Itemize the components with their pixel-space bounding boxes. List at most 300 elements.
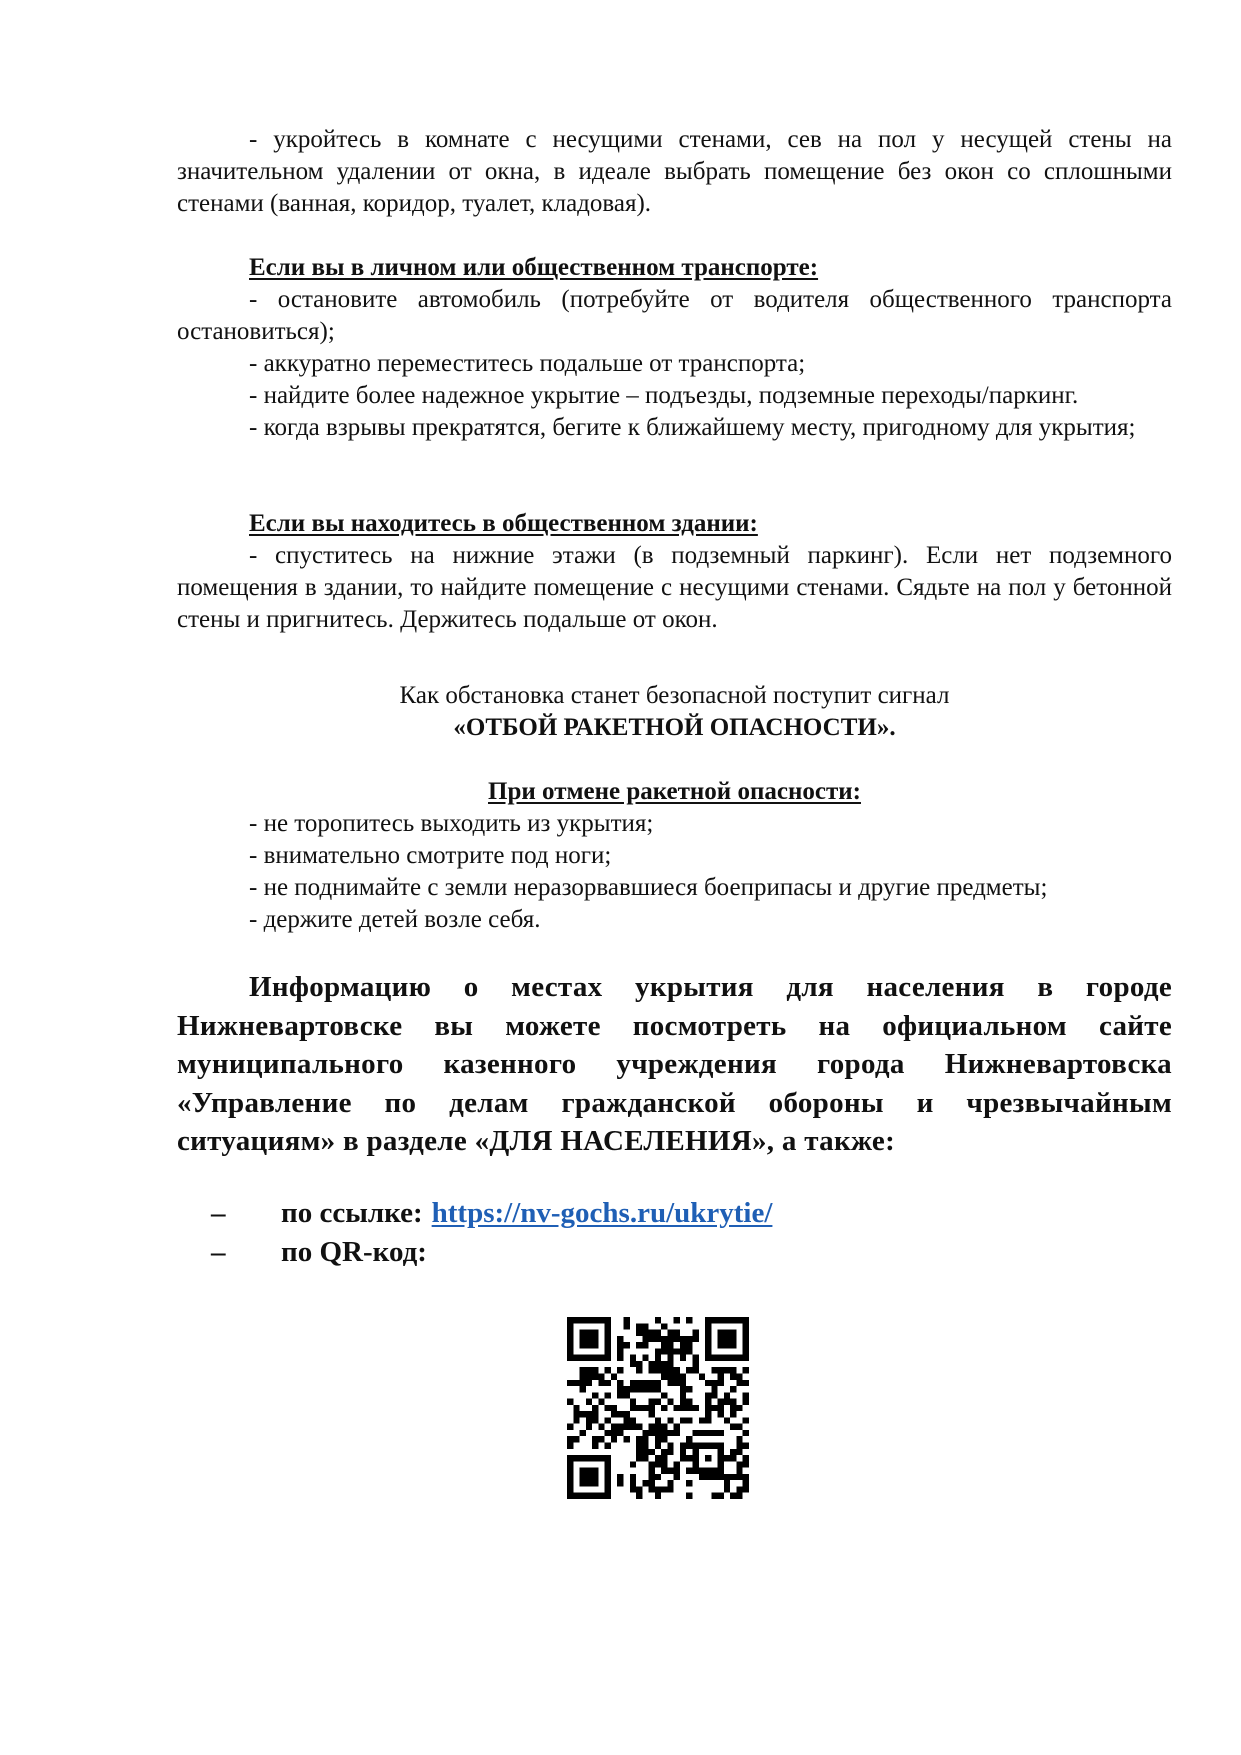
qr-module [661,1486,667,1492]
qr-module [649,1386,655,1392]
qr-module [693,1449,699,1455]
qr-module [718,1399,724,1405]
qr-module [724,1367,730,1373]
qr-module [605,1461,611,1467]
qr-module [661,1461,667,1467]
qr-module [705,1417,711,1423]
qr-module [567,1317,573,1323]
qr-module [567,1480,573,1486]
qr-module [736,1449,742,1455]
qr-module [743,1455,749,1461]
qr-module [580,1493,586,1499]
building-heading: Если вы находитесь в общественном здании: [249,510,758,537]
qr-module [718,1405,724,1411]
qr-module [730,1317,736,1323]
qr-module [636,1493,642,1499]
qr-module [655,1430,661,1436]
qr-module [636,1342,642,1348]
qr-module [592,1342,598,1348]
qr-module [661,1405,667,1411]
qr-module [630,1417,636,1423]
qr-module [667,1373,673,1379]
qr-module [724,1355,730,1361]
qr-module [724,1342,730,1348]
qr-module [655,1461,661,1467]
qr-module [586,1373,592,1379]
qr-module [693,1468,699,1474]
qr-module [667,1443,673,1449]
qr-module [636,1361,642,1367]
qr-module [592,1373,598,1379]
qr-module [580,1480,586,1486]
qr-module [718,1317,724,1323]
qr-module [718,1373,724,1379]
qr-module [705,1355,711,1361]
qr-module [655,1355,661,1361]
qr-module [630,1474,636,1480]
qr-module [680,1386,686,1392]
qr-module [611,1405,617,1411]
qr-module [649,1430,655,1436]
qr-module [743,1317,749,1323]
qr-module [674,1348,680,1354]
cancel-item-3: - не поднимайте с земли неразорвавшиеся боеприпасы и другие предметы; [249,874,1048,901]
qr-module [573,1355,579,1361]
qr-module [736,1443,742,1449]
qr-module [730,1399,736,1405]
qr-module [592,1405,598,1411]
qr-module [605,1323,611,1329]
qr-module [623,1411,629,1417]
info-block [177,968,1172,1161]
qr-module [674,1468,680,1474]
qr-module [617,1336,623,1342]
qr-module [693,1330,699,1336]
qr-module [649,1367,655,1373]
qr-module [642,1386,648,1392]
qr-module [730,1330,736,1336]
qr-module [686,1386,692,1392]
qr-module [592,1468,598,1474]
qr-module [605,1348,611,1354]
qr-module [718,1330,724,1336]
qr-module [667,1399,673,1405]
qr-module [711,1405,717,1411]
qr-module [623,1424,629,1430]
qr-module [730,1411,736,1417]
qr-module [580,1386,586,1392]
bullet-dash: – [211,1236,226,1268]
qr-module [661,1430,667,1436]
qr-module [661,1342,667,1348]
qr-module [617,1342,623,1348]
qr-module [674,1373,680,1379]
qr-module [580,1455,586,1461]
qr-module [649,1380,655,1386]
qr-module [705,1411,711,1417]
qr-module [649,1474,655,1480]
qr-module [711,1386,717,1392]
qr-module [693,1443,699,1449]
qr-module [567,1355,573,1361]
qr-module [680,1455,686,1461]
qr-module [592,1336,598,1342]
qr-module [605,1342,611,1348]
qr-module [605,1336,611,1342]
qr-module [655,1474,661,1480]
qr-module [686,1436,692,1442]
qr-module [655,1330,661,1336]
qr-module [743,1480,749,1486]
qr-module [667,1449,673,1455]
qr-module [573,1436,579,1442]
qr-module [649,1411,655,1417]
qr-module [592,1392,598,1398]
qr-module [743,1380,749,1386]
qr-module [630,1380,636,1386]
qr-module [736,1493,742,1499]
qr-module [680,1355,686,1361]
qr-module [630,1461,636,1467]
qr-module [705,1336,711,1342]
qr-module [598,1493,604,1499]
qr-module [705,1342,711,1348]
qr-module [743,1430,749,1436]
qr-module [573,1380,579,1386]
qr-module [699,1417,705,1423]
qr-module [705,1323,711,1329]
qr-module [743,1367,749,1373]
qr-module [598,1399,604,1405]
qr-module [674,1330,680,1336]
qr-module [736,1468,742,1474]
qr-module [686,1342,692,1348]
qr-module [674,1430,680,1436]
qr-module [567,1342,573,1348]
qr-module [730,1424,736,1430]
qr-module [605,1486,611,1492]
qr-module [680,1405,686,1411]
qr-module [636,1330,642,1336]
qr-module [743,1342,749,1348]
qr-module [686,1336,692,1342]
qr-module [623,1436,629,1442]
qr-module [693,1461,699,1467]
qr-module [598,1436,604,1442]
qr-module [699,1474,705,1480]
qr-module [617,1380,623,1386]
qr-module [580,1330,586,1336]
qr-module [686,1455,692,1461]
qr-module [636,1405,642,1411]
qr-module [642,1330,648,1336]
qr-module [718,1342,724,1348]
qr-module [586,1399,592,1405]
qr-module [655,1348,661,1354]
qr-module [711,1355,717,1361]
building-section [177,508,1172,636]
qr-module [598,1424,604,1430]
link-label: по ссылке: [281,1197,423,1229]
qr-module [736,1474,742,1480]
qr-module [605,1455,611,1461]
qr-module [586,1355,592,1361]
qr-label: по QR-код: [281,1236,427,1268]
qr-module [705,1380,711,1386]
signal-name: «ОТБОЙ РАКЕТНОЙ ОПАСНОСТИ». [453,714,896,741]
qr-module [743,1399,749,1405]
qr-module [586,1342,592,1348]
qr-module [736,1373,742,1379]
qr-module [743,1336,749,1342]
qr-module [705,1348,711,1354]
qr-module [630,1480,636,1486]
qr-module [642,1323,648,1329]
qr-module [586,1336,592,1342]
qr-module [655,1317,661,1323]
qr-module [630,1386,636,1392]
signal-line: Как обстановка станет безопасной поступит сигнал [399,682,950,709]
qr-module [649,1424,655,1430]
qr-module [636,1449,642,1455]
qr-module [680,1336,686,1342]
qr-module [567,1399,573,1405]
qr-module [711,1392,717,1398]
qr-module [693,1361,699,1367]
transport-item-3: - найдите более надежное укрытие – подъезды, подземные переходы/паркинг. [249,382,1079,409]
qr-module [567,1468,573,1474]
qr-module [724,1486,730,1492]
qr-module [667,1486,673,1492]
qr-module [693,1455,699,1461]
qr-module [705,1455,711,1461]
qr-module [573,1405,579,1411]
qr-module [580,1367,586,1373]
qr-module [580,1317,586,1323]
qr-module [617,1355,623,1361]
qr-module [724,1317,730,1323]
qr-module [605,1355,611,1361]
qr-module [567,1455,573,1461]
qr-module [598,1373,604,1379]
qr-module [674,1405,680,1411]
qr-module [630,1486,636,1492]
qr-module [686,1468,692,1474]
qr-module [592,1417,598,1423]
qr-module [736,1355,742,1361]
qr-module [592,1317,598,1323]
qr-module [680,1373,686,1379]
qr-module [686,1480,692,1486]
qr-module [617,1367,623,1373]
qr-module [617,1480,623,1486]
qr-module [667,1336,673,1342]
qr-module [686,1417,692,1423]
qr-module [617,1424,623,1430]
qr-module [605,1330,611,1336]
qr-module [743,1443,749,1449]
qr-module [724,1474,730,1480]
qr-module [649,1405,655,1411]
qr-module [655,1455,661,1461]
qr-module [724,1455,730,1461]
qr-module [718,1443,724,1449]
qr-module [711,1493,717,1499]
qr-module [649,1399,655,1405]
qr-module [567,1330,573,1336]
qr-module [617,1348,623,1354]
qr-module [636,1443,642,1449]
qr-module [667,1430,673,1436]
link-bullet [177,1194,1172,1233]
qr-module [686,1348,692,1354]
qr-module [655,1336,661,1342]
shelter-link[interactable]: https://nv-gochs.ru/ukrytie/ [431,1197,773,1229]
qr-module [730,1449,736,1455]
cancel-heading: При отмене ракетной опасности: [488,778,861,805]
qr-module [699,1468,705,1474]
intro-paragraph: - укройтесь в комнате с несущими стенами, сев на пол у несущей стены на значительном удалении от окна, в идеале выбрать помещение без окон со сплошными стенами (ванная, коридор, туалет, кладовая). [177,126,1172,217]
qr-module [667,1367,673,1373]
qr-module [736,1436,742,1442]
qr-module [661,1449,667,1455]
qr-module [649,1336,655,1342]
qr-module [592,1355,598,1361]
qr-module [630,1361,636,1367]
qr-module [567,1348,573,1354]
info-text: Информацию о местах укрытия для населения в городе Нижневартовске вы можете посмотреть на официальном сайте муниципального казенного учреждения города Нижневартовска «Управление по делам гражданской обороны и чрезвычайным ситуациям» в разделе «ДЛЯ НАСЕЛЕНИЯ», а также: [177,971,1172,1157]
qr-module [611,1424,617,1430]
qr-module [605,1480,611,1486]
qr-module [730,1342,736,1348]
qr-module [567,1486,573,1492]
building-text: - спуститесь на нижние этажи (в подземный паркинг). Если нет подземного помещения в здании, то найдите помещение с несущими стенами. Сядьте на пол у бетонной стены и пригнитесь. Держитесь подальше от окон. [177,542,1172,633]
qr-module [724,1336,730,1342]
qr-module [598,1317,604,1323]
qr-module [743,1323,749,1329]
qr-module [567,1380,573,1386]
signal-block [177,680,1172,744]
qr-module [724,1399,730,1405]
qr-module [743,1474,749,1480]
qr-module [642,1336,648,1342]
qr-module [661,1348,667,1354]
qr-module [686,1405,692,1411]
qr-module [567,1474,573,1480]
qr-module [636,1436,642,1442]
qr-module [680,1348,686,1354]
cancel-item-2: - внимательно смотрите под ноги; [249,842,612,869]
qr-module [686,1443,692,1449]
qr-module [642,1355,648,1361]
qr-module [636,1486,642,1492]
qr-module [693,1405,699,1411]
qr-code-icon[interactable] [567,1317,749,1499]
cancel-item-4: - держите детей возле себя. [249,906,541,933]
qr-module [667,1348,673,1354]
qr-module [667,1468,673,1474]
qr-module [718,1461,724,1467]
qr-module [693,1430,699,1436]
qr-module [743,1330,749,1336]
qr-module [642,1449,648,1455]
qr-module [586,1480,592,1486]
qr-module [617,1411,623,1417]
qr-module [636,1323,642,1329]
qr-module [636,1367,642,1373]
qr-module [661,1424,667,1430]
qr-module [743,1486,749,1492]
qr-module [655,1380,661,1386]
qr-module [730,1355,736,1361]
qr-module [580,1355,586,1361]
qr-module [567,1461,573,1467]
qr-module [730,1493,736,1499]
transport-section [177,252,1172,444]
qr-module [730,1474,736,1480]
qr-module [573,1493,579,1499]
qr-module [718,1468,724,1474]
qr-module [611,1436,617,1442]
qr-module [718,1474,724,1480]
qr-module [623,1386,629,1392]
qr-module [705,1443,711,1449]
qr-module [642,1455,648,1461]
qr-module [699,1430,705,1436]
qr-module [573,1411,579,1417]
qr-module [642,1405,648,1411]
qr-module [642,1436,648,1442]
qr-module [667,1330,673,1336]
transport-item-1: - остановите автомобиль (потребуйте от водителя общественного транспорта остановиться); [177,286,1172,345]
qr-module [586,1330,592,1336]
qr-module [711,1474,717,1480]
qr-module [730,1367,736,1373]
qr-module [661,1361,667,1367]
qr-module [743,1392,749,1398]
qr-module [718,1455,724,1461]
qr-module [573,1417,579,1423]
qr-module [630,1405,636,1411]
qr-module [617,1386,623,1392]
qr-module [567,1424,573,1430]
qr-module [623,1392,629,1398]
qr-module [661,1468,667,1474]
qr-module [642,1380,648,1386]
transport-item-4: - когда взрывы прекратятся, бегите к ближайшему месту, пригодному для укрытия; [249,414,1136,441]
qr-module [567,1443,573,1449]
qr-module [743,1355,749,1361]
qr-module [705,1405,711,1411]
qr-module [592,1443,598,1449]
qr-module [711,1443,717,1449]
qr-module [617,1474,623,1480]
qr-module [580,1373,586,1379]
qr-module [655,1493,661,1499]
qr-module [649,1486,655,1492]
qr-module [649,1461,655,1467]
qr-module [586,1417,592,1423]
qr-module [705,1468,711,1474]
qr-module [718,1336,724,1342]
qr-module [567,1323,573,1329]
qr-module [718,1355,724,1361]
qr-module [605,1317,611,1323]
qr-module [718,1449,724,1455]
qr-module [693,1367,699,1373]
qr-module [586,1493,592,1499]
qr-module [693,1336,699,1342]
